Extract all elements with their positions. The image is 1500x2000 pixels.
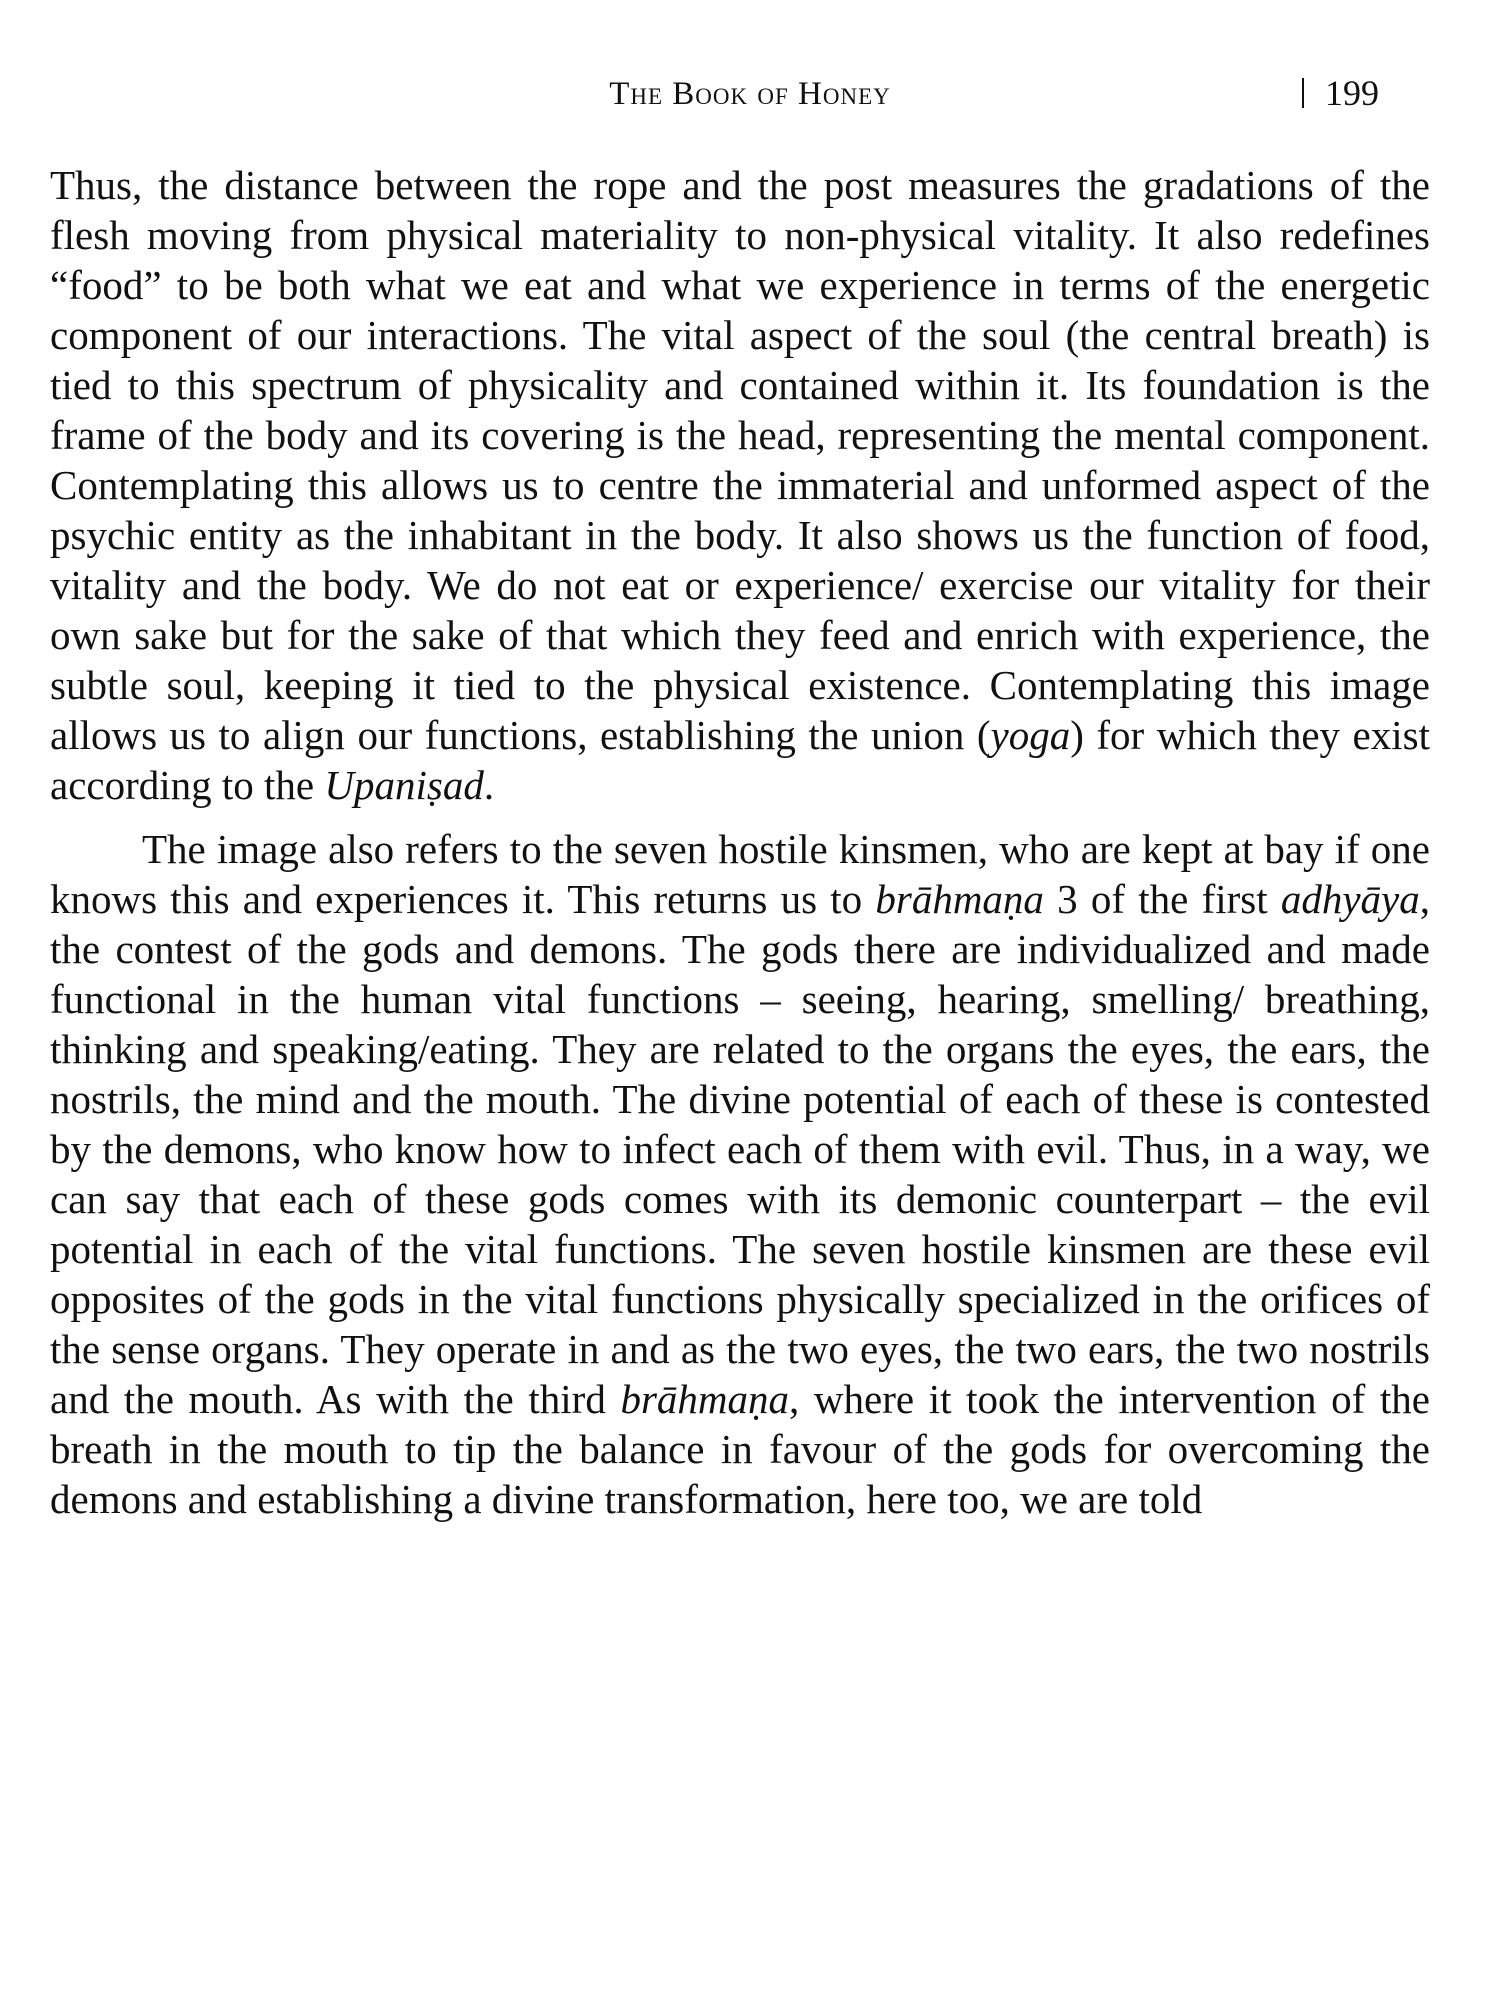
term-upanisad: Upaniṣad [324,762,484,808]
term-brahmana: brāhmaṇa [875,876,1044,922]
text-segment: , where it took the intervention of the breath in the mouth to tip the balance in favour of the gods for overcoming the demons and establishing a divine transformation, here too, we are told [50,1376,1430,1522]
running-header [0,70,1500,120]
page-number: 199 [1325,73,1379,113]
paragraph [50,160,1430,810]
text-segment: The image also refers to the seven hostile kinsmen, who are kept at bay if one knows this and experiences it. This returns us to [50,826,1430,922]
text-segment: 3 of the first [1043,876,1281,922]
text-segment: , the contest of the gods and demons. The gods there are individualized and made functional in the human vital functions – seeing, hearing, smelling/ breathing, thinking and speaking/eating. They are related to the organs the eyes, the ears, the nostrils, the mind and the mouth. The divine potential of each of these is contested by the demons, who know how to infect each of them with evil. Thus, in a way, we can say that each of these gods comes with its demonic counterpart – the evil potential in each of the vital functions. The seven hostile kinsmen are these evil opposites of the gods in the vital functions physically specialized in the orifices of the sense organs. They operate in and as the two eyes, the two ears, the two nostrils and the mouth. As with the third [50,876,1430,1422]
paragraph [50,824,1430,1524]
header-separator [1302,78,1304,108]
text-segment: ) for which they exist according to the [50,712,1430,808]
running-title: The Book of Honey [609,76,891,112]
text-segment: Thus, the distance between the rope and the post measures the gradations of the flesh moving from physical materiality to non-physical vitality. It also redefines “food” to be both what we eat and what we experience in terms of the energetic component of our interactions. The vital aspect of the soul (the central breath) is tied to this spectrum of physicality and contained within it. Its foundation is the frame of the body and its covering is the head, representing the mental component. Contemplating this allows us to centre the immaterial and unformed aspect of the psychic entity as the inhabitant in the body. It also shows us the function of food, vitality and the body. We do not eat or experience/ exercise our vitality for their own sake but for the sake of that which they feed and enrich with experience, the subtle soul, keeping it tied to the physical existence. Contemplating this image allows us to align our functions, establishing the union ( [50,162,1430,758]
term-adhyaya: adhyāya [1280,876,1420,922]
body-text [50,160,1430,1524]
text-segment: . [483,762,495,808]
term-brahmana: brāhmaṇa [620,1376,790,1422]
term-yoga: yoga [990,712,1071,758]
